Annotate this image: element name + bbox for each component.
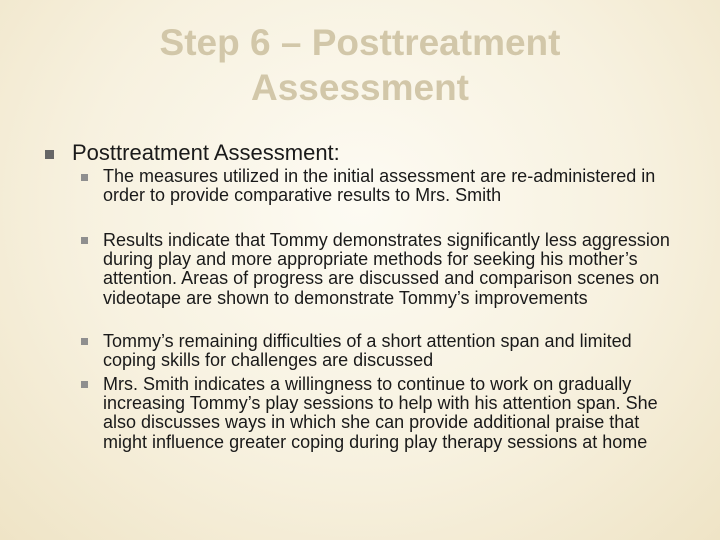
bullet-square-icon — [81, 237, 88, 244]
sub-bullet-text: The measures utilized in the initial assessment are re-administered in order to provide comparative results to Mrs. Smith — [103, 166, 656, 206]
bullet-square-icon — [81, 338, 88, 345]
slide-title — [60, 20, 660, 110]
slide-title-line-2: Assessment — [250, 67, 469, 108]
sub-bullet-text: Results indicate that Tommy demonstrates significantly less aggression during play and more appropriate methods for seeking his mother’s attention. Areas of progress are discussed and comparison scenes on videotape are shown to demonstrate Tommy’s improvements — [103, 230, 670, 308]
slide-title-line-1: Step 6 – Posttreatment — [159, 22, 561, 63]
main-bullet-text: Posttreatment Assessment: — [72, 140, 340, 165]
sub-bullet-text: Mrs. Smith indicates a willingness to continue to work on gradually increasing Tommy’s play sessions to help with his attention span. She also discusses ways in which she can provide additional praise that might influence greater coping during play therapy sessions at home — [103, 374, 658, 452]
bullet-square-icon — [81, 381, 88, 388]
sub-bullet-text: Tommy’s remaining difficulties of a short attention span and limited coping skills for challenges are discussed — [103, 331, 632, 371]
bullet-square-icon — [81, 174, 88, 181]
bullet-square-icon — [45, 150, 54, 159]
